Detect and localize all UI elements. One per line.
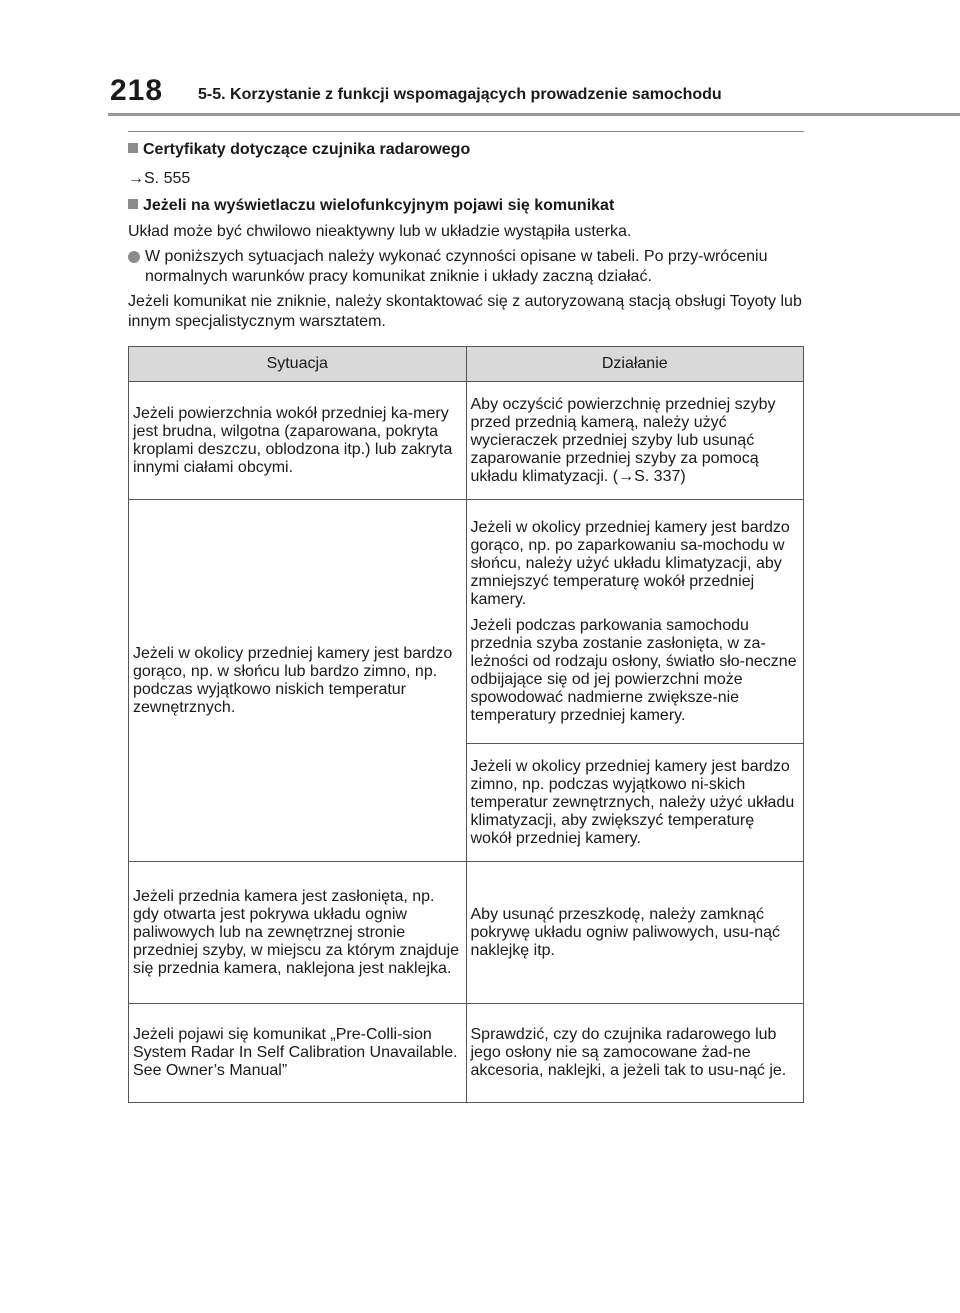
table-row	[129, 382, 804, 500]
heading-radar-certificates	[128, 140, 804, 160]
content-divider	[128, 131, 804, 132]
action-paragraph: Jeżeli w okolicy przedniej kamery jest bardzo gorąco, np. po zaparkowaniu sa-mochodu w słońcu, należy użyć układu klimatyzacji, aby zmniejszyć temperaturę wokół przedniej kamery.	[470, 518, 790, 608]
page-header	[0, 0, 960, 118]
table-header-row	[129, 347, 804, 382]
action-cell: Aby usunąć przeszkodę, należy zamknąć pokrywę układu ogniw paliwowych, usu-nąć naklejkę itp.	[466, 862, 804, 1004]
section-title: 5-5. Korzystanie z funkcji wspomagających prowadzenie samochodu	[198, 86, 722, 103]
paragraph-system-inactive: Układ może być chwilowo nieaktywny lub w układzie wystąpiła usterka.	[128, 223, 632, 240]
bullet-text: W poniższych sytuacjach należy wykonać czynności opisane w tabeli. Po przy-wróceniu normalnych warunków pracy komunikat zniknie i układy zaczną działać.	[145, 248, 768, 285]
situation-cell: Jeżeli w okolicy przedniej kamery jest bardzo gorąco, np. w słońcu lub bardzo zimno, np. podczas wyjątkowo niskich temperatur zewnętrznych.	[129, 500, 467, 862]
action-cell: Jeżeli w okolicy przedniej kamery jest bardzo zimno, np. podczas wyjątkowo ni-skich temperatur zewnętrznych, należy użyć układu klimatyzacji, aby zwiększyć temperaturę wokół przedniej kamery.	[466, 744, 804, 862]
page-number: 218	[110, 74, 164, 107]
page-reference: →S. 555	[128, 170, 191, 187]
circle-bullet-icon	[128, 251, 140, 263]
action-cell: Sprawdzić, czy do czujnika radarowego lub jego osłony nie są zamocowane żad-ne akcesoria, naklejki, a jeżeli tak to usu-nąć je.	[466, 1004, 804, 1103]
table-row	[129, 862, 804, 1004]
action-paragraph: Jeżeli podczas parkowania samochodu przednia szyba zostanie zasłonięta, w za-leżności od rodzaju osłony, światło sło-neczne odbijające się od jej powierzchni może spowodować nadmierne zwiększe-nie temperatury przedniej kamery.	[470, 616, 797, 724]
table-row	[129, 500, 804, 744]
header-divider	[108, 113, 960, 116]
bullet-item	[128, 247, 804, 287]
action-cell	[466, 500, 804, 744]
heading-display-message	[128, 196, 804, 216]
paragraph-contact-service: Jeżeli komunikat nie zniknie, należy skontaktować się z autoryzowaną stacją obsługi Toyoty lub innym specjalistycznym warsztatem.	[128, 293, 802, 330]
column-header-action: Działanie	[466, 347, 804, 382]
action-cell: Aby oczyścić powierzchnię przedniej szyby przed przednią kamerą, należy użyć wycieraczek przedniej szyby lub usunąć zaparowanie przedniej szyby za pomocą układu klimatyzacji. (→S. 337)	[466, 382, 804, 500]
heading-text: Certyfikaty dotyczące czujnika radarowego	[143, 141, 471, 158]
square-bullet-icon	[128, 143, 138, 153]
square-bullet-icon	[128, 199, 138, 209]
table-row	[129, 1004, 804, 1103]
situation-action-table	[128, 346, 804, 1103]
situation-cell: Jeżeli powierzchnia wokół przedniej ka-mery jest brudna, wilgotna (zaparowana, pokryta kroplami deszczu, oblodzona itp.) lub zakryta innymi ciałami obcymi.	[129, 382, 467, 500]
page-content	[128, 140, 804, 332]
heading-text: Jeżeli na wyświetlaczu wielofunkcyjnym pojawi się komunikat	[143, 197, 615, 214]
situation-cell: Jeżeli przednia kamera jest zasłonięta, np. gdy otwarta jest pokrywa układu ogniw paliwowych lub na zewnętrznej stronie przedniej szyby, w miejscu za którym znajduje się przednia kamera, naklejona jest naklejka.	[129, 862, 467, 1004]
column-header-situation: Sytuacja	[129, 347, 467, 382]
situation-cell: Jeżeli pojawi się komunikat „Pre-Colli-sion System Radar In Self Calibration Unavailable. See Owner’s Manual”	[129, 1004, 467, 1103]
